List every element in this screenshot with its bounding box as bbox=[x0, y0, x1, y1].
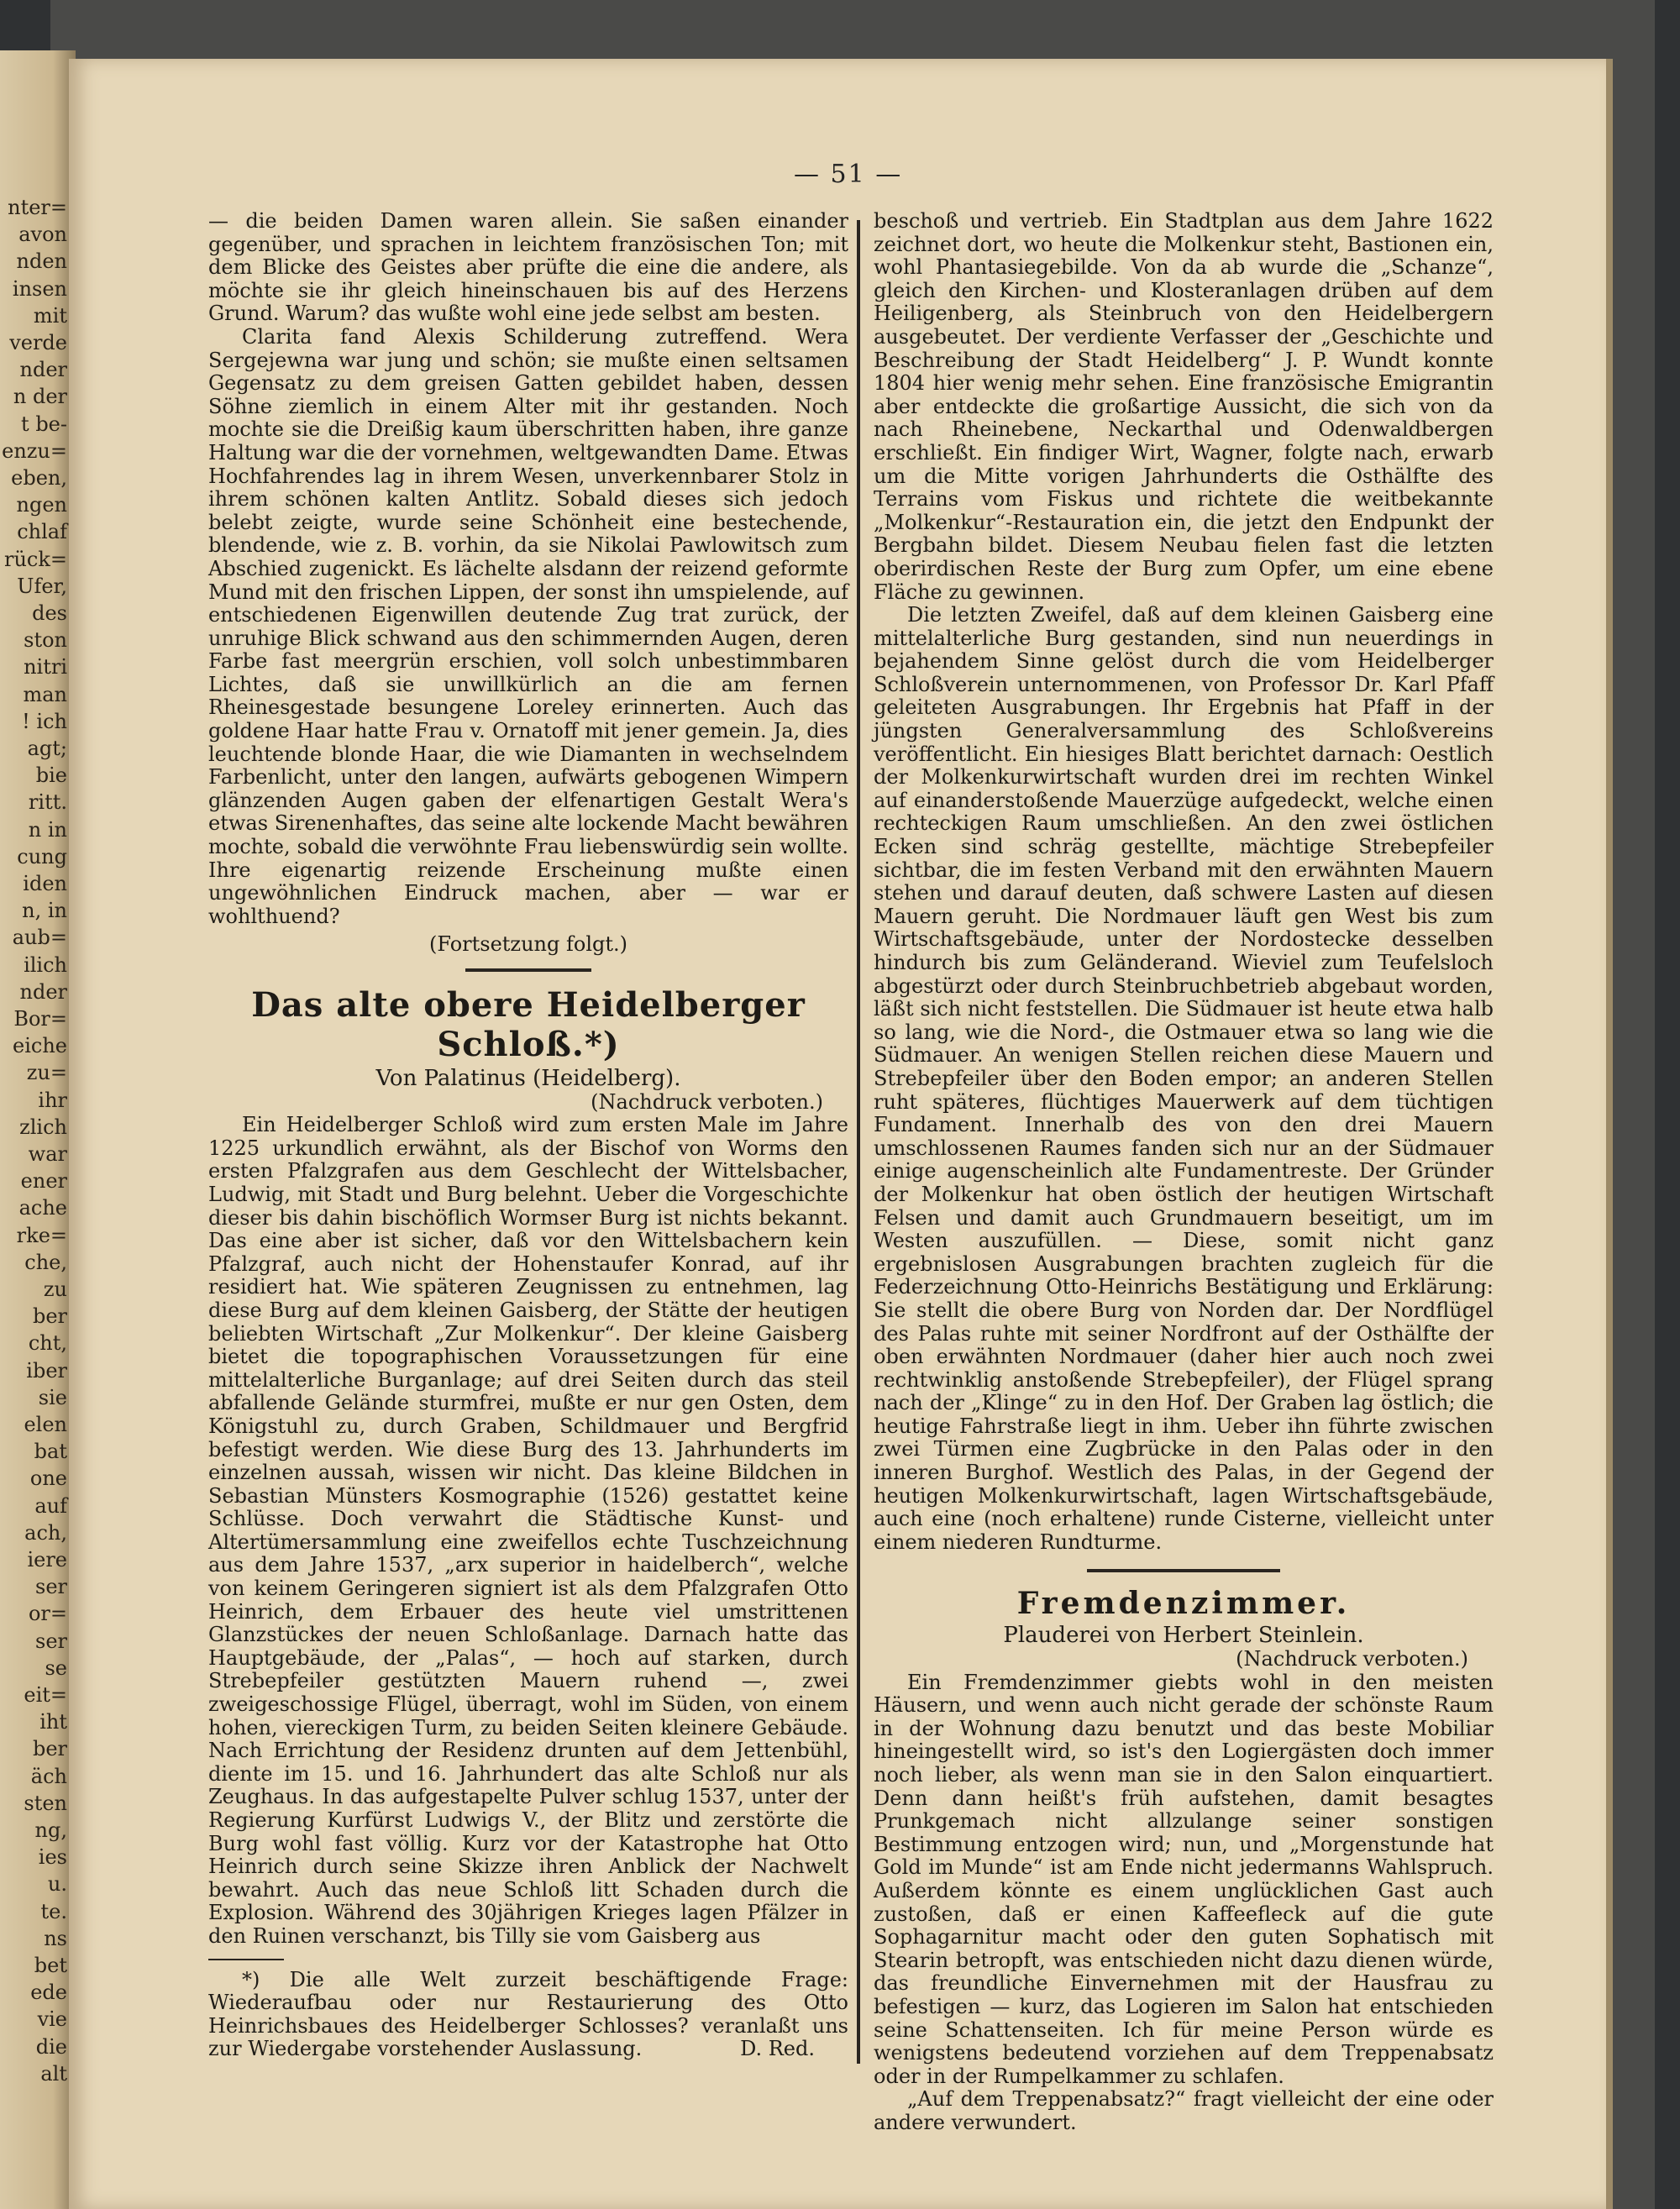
left-page-fragment: des bbox=[32, 601, 67, 625]
left-page-edge bbox=[0, 50, 76, 2209]
left-page-fragment: äch bbox=[30, 1764, 67, 1788]
left-page-fragment: mit bbox=[33, 303, 67, 328]
left-page-fragment: che, bbox=[24, 1250, 67, 1274]
left-page-fragment: ach, bbox=[24, 1520, 67, 1545]
left-page-fragment: zlich bbox=[19, 1115, 67, 1139]
left-page-fragment: or= bbox=[28, 1602, 67, 1626]
left-page-fragment: ns bbox=[44, 1926, 67, 1950]
left-page-fragment: te. bbox=[40, 1899, 67, 1923]
left-page-fragment: ritt. bbox=[28, 790, 67, 815]
left-page-fragment: avon bbox=[18, 223, 67, 247]
left-page-fragment: agt; bbox=[27, 737, 67, 760]
left-page-fragment: one bbox=[29, 1467, 67, 1491]
left-page-fragment: ener bbox=[20, 1169, 67, 1194]
left-page-fragment: bat bbox=[34, 1440, 67, 1464]
left-page-fragment: t be- bbox=[21, 412, 67, 436]
left-page-fragment: iber bbox=[26, 1358, 67, 1383]
footnote-signature: D. Red. bbox=[740, 2037, 815, 2061]
left-page-fragment: se bbox=[45, 1655, 67, 1680]
story-paragraph: Clarita fand Alexis Schilderung zutreffend. Wera Sergejewna war jung und schön; sie mußte einen seltsamen Gegensatz zu dem greisen Gatten gebildet haben, dessen Söhne ziemlich in einem Alter mit ihr gestanden. Noch mochte sie die Dreißig kaum überschritten haben, ihre ganze Haltung war die der vornehmen, weltgewandten Dame. Etwas Hochfahrendes lag in ihrem Wesen, unverkennbarer Stolz in ihrem schönen kalten Antlitz. Sobald dieses sich jedoch belebt zeigte, wurde seine Schönheit eine bestechende, blendende, wie z. B. vorhin, da sie Nikolai Pawlowitsch zum Abschied zugenickt. Es lächelte alsdann der reizend geformte Mund mit den frischen Lippen, der sonst ihn umspielende, auf entschiedenen Eigenwillen deutende Zug trat zurück, der unruhige Blick schwand aus den schimmernden Augen, deren Farbe fast meergrün erschien, voll solch unbestimmbaren Lichtes, daß sie unwillkürlich an die am fernen Rheinesgestade besungene Loreley erinnerten. Auch das goldene Haar hatte Frau v. Ornatoff mit jener gemein. Ja, dies leuchtende blonde Haar, die wie Diamanten in wechselndem Farbenlicht, unter den langen, aufwärts gebogenen Wimpern glänzenden Augen gaben der elfenartigen Gestalt Wera's etwas Sirenenhaftes, das seine alte lockende Macht bewähren mochte, sobald die verwöhnte Frau liebenswürdig sein wollte. Ihre eigenartig reizende Erscheinung mußte einen ungewöhnlichen Eindruck machen, aber — war er wohlthuend? bbox=[208, 324, 848, 928]
left-page-fragment: eben, bbox=[11, 466, 67, 490]
left-page-fragment: enzu= bbox=[2, 438, 67, 463]
left-page-fragment: ng, bbox=[34, 1818, 67, 1842]
left-page-fragment: iere bbox=[27, 1548, 67, 1571]
left-page-fragment: auf bbox=[34, 1493, 67, 1518]
section-separator bbox=[1087, 1569, 1280, 1572]
left-page-fragment: iden bbox=[23, 872, 67, 895]
column-divider bbox=[857, 220, 860, 2064]
left-page-fragment: alt bbox=[40, 2061, 67, 2086]
column-right bbox=[874, 210, 1494, 2135]
left-page-fragment: vie bbox=[37, 2007, 67, 2032]
section-separator bbox=[465, 968, 591, 972]
feuilleton-byline: Plauderei von Herbert Steinlein. bbox=[1003, 1623, 1364, 1649]
left-page-fragment: ! ich bbox=[22, 709, 67, 733]
left-page-fragment: zu bbox=[43, 1278, 67, 1301]
left-page-fragment: rück= bbox=[3, 547, 67, 571]
left-page-fragment: chlaf bbox=[17, 520, 67, 544]
left-page-fragment: iht bbox=[39, 1710, 67, 1734]
left-page-fragment: ache bbox=[18, 1196, 67, 1220]
left-page-fragment: nden bbox=[16, 249, 67, 274]
left-page-fragment: war bbox=[28, 1142, 67, 1166]
story-paragraph: — die beiden Damen waren allein. Sie saßen einander gegenüber, und sprachen in leichtem französischen Ton; mit dem Blicke des Geistes aber prüfte die eine die andere, als möchte sie ihr gleich hineinschauen bis auf des Herzens Grund. Warum? das wußte wohl eine jede selbst am besten. bbox=[208, 209, 848, 326]
footnote-body: *) Die alle Welt zurzeit beschäftigende Frage: Wiederaufbau oder nur Restaurierung des Otto Heinrichsbaues des Heidelberger Schlosses? veranlaßt uns zur Wiedergabe vorstehender Auslassung. bbox=[208, 1967, 848, 2061]
footnote-rule bbox=[208, 1959, 284, 1960]
left-page-fragment: nter= bbox=[8, 196, 67, 219]
left-page-fragment: nder bbox=[19, 358, 67, 382]
left-page-fragment: bie bbox=[35, 763, 67, 788]
left-page-fragment: cung bbox=[17, 844, 67, 868]
left-page-fragment: ngen bbox=[16, 493, 67, 517]
left-page-fragment: n der bbox=[13, 385, 67, 409]
left-page-fragment: nder bbox=[19, 979, 67, 1004]
left-page-fragment: man bbox=[23, 682, 67, 706]
left-page-fragment: ihr bbox=[38, 1088, 67, 1112]
left-page-fragment: Bor= bbox=[13, 1007, 67, 1031]
left-page-fragment: bet bbox=[34, 1954, 67, 1977]
feuilleton-paragraph: Ein Fremdenzimmer giebts wohl in den meisten Häusern, und wenn auch nicht gerade der schönste Raum in der Wohnung dazu benutzt und das beste Mobiliar hineingestellt wird, so ist's den Logiergästen doch immer noch lieber, als wenn man sie in den Salon einquartiert. Denn dann heißt's früh aufstehen, damit besagtes Prunkgemach nicht allzulange seiner sonstigen Bestimmung entzogen wird; nun, und „Morgenstunde hat Gold im Munde“ ist am Ende nicht jedermanns Wahlspruch. Außerdem könnte es einem unglücklichen Gast auch zustoßen, daß er einen Kaffeefleck auf die gute Sophagarnitur macht oder den guten Sophatisch mit Stearin betropft, was entschieden nicht dazu dienen würde, das freundliche Einvernehmen mit der Hausfrau zu befestigen — kurz, das Logieren im Salon hat entschieden seine Schattenseiten. Ich für meine Person würde es wenigstens bedeutend vorziehen auf dem Treppenabsatz oder in der Rumpelkammer zu schlafen. bbox=[874, 1670, 1494, 2088]
left-page-fragment: u. bbox=[47, 1872, 67, 1897]
left-page-fragment: cht, bbox=[28, 1331, 67, 1356]
reprint-notice: (Nachdruck verboten.) bbox=[1236, 1647, 1468, 1671]
left-page-fragment: nitri bbox=[24, 655, 67, 679]
feuilleton-title: Fremdenzimmer. bbox=[1016, 1586, 1351, 1622]
left-page-fragment: insen bbox=[12, 276, 67, 301]
left-page-fragment: ser bbox=[35, 1575, 67, 1599]
left-page-fragment: ston bbox=[24, 628, 67, 653]
left-page-fragment: ilich bbox=[24, 952, 67, 977]
feuilleton-paragraph: „Auf dem Treppenabsatz?“ fragt vielleicht der eine oder andere verwundert. bbox=[874, 2087, 1494, 2134]
left-page-fragment: ies bbox=[38, 1845, 67, 1870]
left-page-fragment: rke= bbox=[16, 1223, 67, 1247]
page-number: — 51 — bbox=[794, 160, 903, 189]
left-page-fragment: sie bbox=[38, 1385, 67, 1409]
article-paragraph: Die letzten Zweifel, daß auf dem kleinen Gaisberg eine mittelalterliche Burg gestanden, sind nun neuerdings in bejahendem Sinne gelöst durch die vom Heidelberger Schloßverein unternommenen, von Professor Dr. Karl Pfaff geleiteten Ausgrabungen. Ihr Ergebnis hat Pfaff in der jüngsten Generalversammlung des Schloßvereins veröffentlicht. Ein hiesiges Blatt berichtet darnach: Oestlich der Molkenkurwirtschaft wurden drei im rechten Winkel auf einanderstoßende Mauerzüge aufgedeckt, welche einen rechteckigen Raum umschließen. An den zwei östlichen Ecken sind schräg gestellte, mächtige Strebepfeiler sichtbar, die im festen Verband mit den erwähnten Mauern stehen und darauf deuten, daß schwere Lasten auf diesen Mauern geruht. Die Nordmauer läuft gen West bis zum Wirtschaftsgebäude, unter der Nordostecke desselben hindurch bis zum Geländerand. Wieviel zum Teufelsloch abgestürzt oder durch Steinbruchbetrieb abgebaut worden, läßt sich nicht feststellen. Die Südmauer ist heute etwa halb so lang, wie die Nord-, die Ostmauer etwa so lang wie die Südmauer. An wenigen Stellen reichen diese Mauern und Strebepfeiler über den Boden empor; an anderen Stellen ruht späteres, flüchtiges Mauerwerk auf dem tüchtigen Fundament. Innerhalb des von den drei Mauern umschlossenen Raumes fanden sich nur an der Südmauer einige augenscheinlich alte Fundamentreste. Der Gründer der Molkenkur hat oben östlich der heutigen Wirtschaft Felsen und damit auch Grundmauern beseitigt, um im Westen auszufüllen. — Diese, somit nicht ganz ergebnislosen Ausgrabungen brachten zugleich für die Federzeichnung Otto-Heinrichs Bestätigung und Erklärung: Sie stellt die obere Burg von Norden dar. Der Nordflügel des Palas ruhte mit seiner Nordfront auf der Osthälfte der oben erwähnten Nordmauer (daher hier auch noch zwei rechtwinklig anstoßende Strebepfeiler), der Flügel sprang nach der „Klinge“ zu in den Hof. Der Graben lag östlich; die heutige Fahrstraße liegt in ihm. Ueber ihn führte zwischen zwei Türmen eine Zugbrücke in den Palas oder in den inneren Burghof. Westlich des Palas, in der Gegend der heutigen Molkenkurwirtschaft, lagen Wirtschaftsgebäude, auch eine (noch erhaltene) runde Cisterne, vielleicht unter einem niederen Rundturme. bbox=[874, 603, 1494, 1554]
left-page-fragment: aub= bbox=[12, 926, 67, 950]
left-page-fragment: elen bbox=[24, 1413, 67, 1436]
footnote bbox=[208, 1969, 848, 2061]
left-page-fragment: verde bbox=[9, 331, 67, 354]
article-paragraph: beschoß und vertrieb. Ein Stadtplan aus dem Jahre 1622 zeichnet dort, wo heute die Molkenkur steht, Bastionen ein, wohl Phantasiegebilde. Von da ab wurde die „Schanze“, gleich den Kirchen- und Klosteranlagen drüben auf dem Heiligenberg, als Steinbruch von den Heidelbergern ausgebeutet. Der verdiente Verfasser der „Geschichte und Beschreibung der Stadt Heidelberg“ J. P. Wundt konnte 1804 hier wenig mehr sehen. Eine französische Emigrantin aber entdeckte die großartige Aussicht, die sich von da nach Rheinebene, Neckarthal und Odenwaldbergen erschließt. Ein findiger Wirt, Wagner, folgte nach, erwarb um die Mitte vorigen Jahrhunderts die Osthälfte des Terrains vom Fiskus und richtete die weitbekannte „Molkenkur“-Restauration ein, die jetzt den Endpunkt der Bergbahn bildet. Diesem Neubau fielen fast die letzten oberirdischen Reste der Burg zum Opfer, um eine ebene Fläche zu gewinnen. bbox=[874, 209, 1494, 604]
left-page-fragment: eiche bbox=[13, 1034, 67, 1058]
left-page-fragment: n in bbox=[28, 817, 67, 842]
article-byline: Von Palatinus (Heidelberg). bbox=[375, 1066, 681, 1091]
left-page-fragment: ede bbox=[30, 1981, 67, 2005]
left-page-fragment: Ufer, bbox=[17, 574, 67, 598]
continued-note: (Fortsetzung folgt.) bbox=[429, 932, 627, 957]
left-page-fragment: ber bbox=[32, 1304, 67, 1329]
left-page-fragment: n, in bbox=[22, 899, 67, 923]
article-paragraph: Ein Heidelberger Schloß wird zum ersten Male im Jahre 1225 urkundlich erwähnt, als der Bischof von Worms den ersten Pfalzgrafen aus dem Geschlecht der Wittelsbacher, Ludwig, mit Stadt und Burg belehnt. Ueber die Vorgeschichte dieser bis dahin bischöflich Wormser Burg ist nichts bekannt. Das eine aber ist sicher, daß vor den Wittelsbachern kein Pfalzgraf, auch nicht der Hohenstaufer Konrad, auf ihr residiert hat. Wie späteren Zeugnissen zu entnehmen, lag diese Burg auf dem kleinen Gaisberg, der Stätte der heutigen beliebten Wirtschaft „Zur Molkenkur“. Der kleine Gaisberg bietet die topographischen Voraussetzungen für eine mittelalterliche Burganlage; auf drei Seiten durch das steil abfallende Gelände sturmfrei, mußte er nur gen Osten, dem Königstuhl zu, durch Graben, Schildmauer und Bergfrid befestigt werden. Wie diese Burg des 13. Jahrhunderts im einzelnen aussah, wissen wir nicht. Das kleine Bildchen in Sebastian Münsters Kosmographie (1526) gestattet keine Schlüsse. Doch verwahrt die Städtische Kunst- und Altertümersammlung eine zweifellos echte Tuschzeichnung aus dem Jahre 1537, „arx superior in haidelberch“, welche von keinem Geringeren signiert ist als dem Pfalzgrafen Otto Heinrich, dem Erbauer des heute viel umstrittenen Glanzstückes der neuen Schloßanlage. Darnach hatte das Hauptgebäude, der „Palas“, — hoch auf starken, durch Strebepfeiler gestützten Mauern ruhend —, zwei zweigeschossige Flügel, überragt, wohl im Süden, von einem hohen, viereckigen Turm, zu beiden Seiten kleinere Gebäude. Nach Errichtung der Residenz drunten auf dem Jettenbühl, diente im 15. und 16. Jahrhundert das alte Schloß nur als Zeughaus. In das aufgestapelte Pulver schlug 1537, unter der Regierung Kurfürst Ludwigs V., der Blitz und zerstörte die Burg wohl fast völlig. Kurz vor der Katastrophe hat Otto Heinrich durch seine Skizze ihren Anblick der Nachwelt bewahrt. Auch das neue Schloß litt Schaden durch die Explosion. Während des 30jährigen Krieges lagen Pfälzer in den Ruinen verschanzt, bis Tilly sie vom Gaisberg aus bbox=[208, 1113, 848, 1948]
left-page-fragment: zu= bbox=[26, 1061, 67, 1085]
left-page-fragment: sten bbox=[24, 1791, 67, 1815]
left-page-fragment: ser bbox=[35, 1629, 67, 1653]
reprint-notice: (Nachdruck verboten.) bbox=[591, 1089, 823, 1114]
page-right-edge bbox=[1606, 59, 1613, 2209]
footnote-text bbox=[208, 1969, 848, 2061]
left-page-fragment: ber bbox=[32, 1737, 67, 1761]
left-page-fragment: die bbox=[35, 2034, 67, 2059]
article-title: Das alte obere Heidelberger Schloß.*) bbox=[251, 985, 806, 1064]
left-page-fragment: eit= bbox=[24, 1683, 67, 1707]
column-left bbox=[208, 210, 848, 2061]
